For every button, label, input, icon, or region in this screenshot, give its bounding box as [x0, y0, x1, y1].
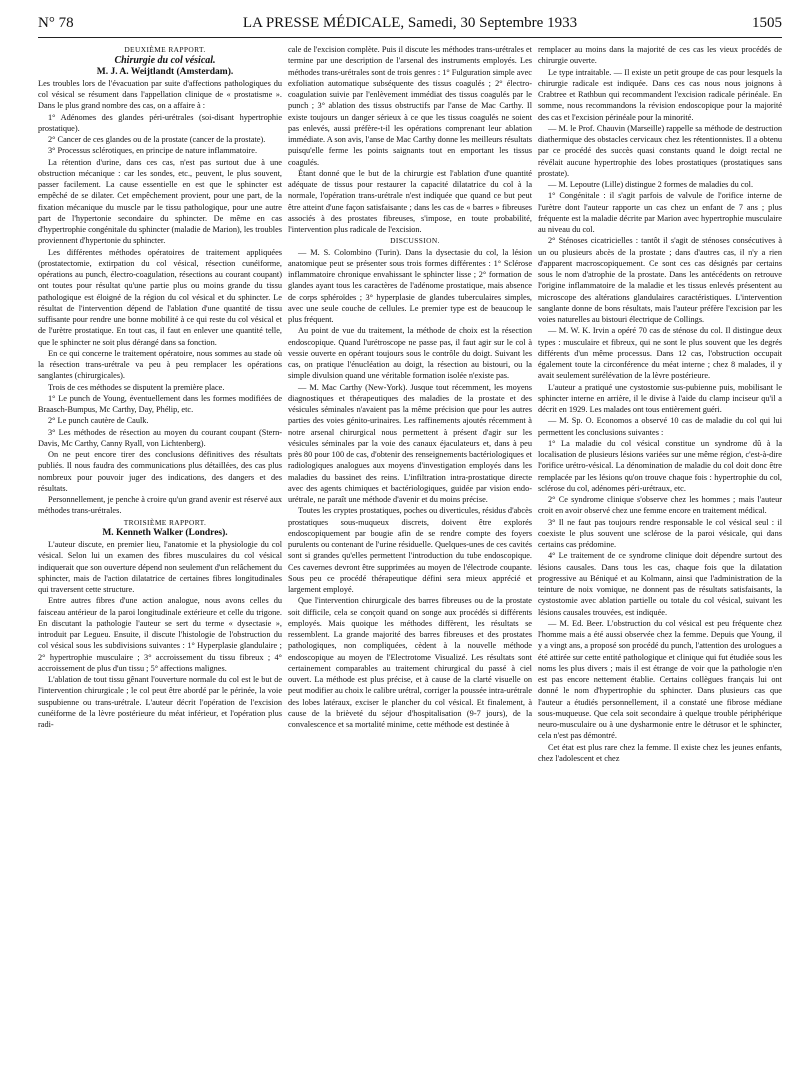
paragraph: 1° La maladie du col vésical constitue un syndrome dû à la localisation de plusieurs lésions variées sur une même région, c'est-à-dire l'orifice urétro-vésical. La dénomination de maladie du col doit donc être remplacée par les lésions qu'on trouve chaque fois : hypertrophie du col, sclérose du col, adénomes péri-urétraux, etc. [538, 438, 782, 493]
paragraph: remplacer au moins dans la majorité de ces cas les vieux procédés de chirurgie ouverte. [538, 45, 782, 66]
paragraph: Toutes les cryptes prostatiques, poches ou diverticules, résidus d'abcès prostatiques sous-muqueux discrets, doivent être explorés endoscopiquement par bougie afin de se rendre compte des foyers purulents ou contenant de l'urine résiduelle. Quelques-unes de ces cavités sont si grandes qu'elles permettent l'introduction du tube endoscopique. Ces cavernes devront être supprimées au moyen de l'électrode coupante. Sous peu ce procédé thérapeutique défini sera mieux apprécié et largement employé. [288, 506, 532, 594]
paragraph: Entre autres fibres d'une action analogue, nous avons celles du faisceau antérieur de la paroi longitudinale extérieure et celle du trigone. En discutant la pathologie l'auteur se sert du terme « dysectasie », introduit par Legueu. Ensuite, il discute l'histologie de l'obstruction du col vésical sous les subdivisions suivantes : 1° Hyperplasie glandulaire ; 2° hypertrophie musculaire ; 3° accroissement du tissu fibreux ; 4° accroissement de plus d'un tissu ; 5° affections malignes. [38, 596, 282, 673]
paragraph: 3° Les méthodes de résection au moyen du courant coupant (Stern-Davis, Mc Carthy, Canny Ryall, von Lichtenberg). [38, 427, 282, 448]
header-rule [38, 37, 782, 38]
paragraph: Au point de vue du traitement, la méthode de choix est la résection endoscopique. Quand l'urétroscope ne passe pas, il faut agir sur le col à vessie ouverte en opérant toujours sous le contrôle du doigt. Suivant les cas, on pratique l'énucléation au doigt, la résection au bistouri, ou la simple divulsion quand une véritable formation isolée n'existe pas. [288, 326, 532, 381]
author-line: M. J. A. Weijtlandt (Amsterdam). [96, 66, 234, 77]
paragraph: On ne peut encore tirer des conclusions définitives des résultats publiés. Il nous faudra des communications plus détaillées, des cas plus nombreux pour pouvoir juger des indications, des dangers et des résultats. [38, 450, 282, 493]
paragraph: — M. S. Colombino (Turin). Dans la dysectasie du col, la lésion anatomique peut se présenter sous trois formes différentes : 1° Sclérose inflammatoire chronique envahissant le sphincter lisse ; 2° formation de glandes ayant tous les caractères de l'adénome prostatique, mais absence de corps sphéroïdes ; 3° hyperplasie de glandes tuberculaires simples, avec une seule couche de cellules. Le premier type est de beaucoup le plus fréquent. [288, 247, 532, 324]
paragraph: — M. Ed. Beer. L'obstruction du col vésical est peu fréquente chez l'homme mais a été aussi observée chez la femme. Depuis que Young, il y a vingt ans, a proposé son procédé du punch, l'attention des urologues a été attirée sur cette entité pathologique et clinique qui fut étudiée sous les noms les plus divers ; mais il est étrange de voir que la pathologie n'en est pas encore nettement établie. Certains collègues français lui ont donné le nom d'hypertrophie du sphincter. Dans plusieurs cas que l'auteur a étudiés personnellement, il a constaté une fibrose médiane sous-muqueuse. Que cela soit secondaire à quelque trouble périphérique neuro-musculaire ou à une dysharmonie entre le détrusor et le sphincter, cela n'est pas démontré. [538, 618, 782, 741]
paragraph: Trois de ces méthodes se disputent la première place. [48, 382, 225, 392]
page-header [38, 15, 782, 37]
paragraph: — M. le Prof. Chauvin (Marseille) rappelle sa méthode de destruction diathermique des obstacles cervicaux chez les rétentionnistes. Il a obtenu par ce procédé des succès quasi constants quand le doigt rectal ne révélait aucune hypertrophie des lobes prostatiques (prostatiques sans prostate). [538, 123, 782, 178]
paragraph: 1° Adénomes des glandes péri-urétrales (soi-disant hypertrophie prostatique). [38, 112, 282, 133]
paragraph: Les troubles lors de l'évacuation par suite d'affections pathologiques du col vésical se résument dans l'appellation clinique de « prostatisme ». Dans le plus grand nombre des cas, on a affaire à : [38, 78, 282, 111]
paragraph: Que l'intervention chirurgicale des barres fibreuses ou de la prostate soit difficile, cela se conçoit quand on songe aux procédés si différents employés. Mais quoique les méthodes diffèrent, les résultats se ressemblent. La grande majorité des barres fibreuses et des prostates pathologiques, non compliquées, cèdent à la nouvelle méthode endoscopique au moyen de l'Electrotome Visualizé. Les résultats sont certainement comparables au traitement chirurgical du passé à ciel ouvert. La méthode est plus précise, et à cause de la clarté visuelle on peut modifier au choix le calibre urétral, corriger la poussée intra-urétrale des lobes latéraux, exciser le plancher du col vésical. Et finalement, à cause de la brièveté du séjour d'hospitalisation (9-7 jours), de la convalescence et sa mortalité minime, cette méthode est destinée à [288, 596, 532, 729]
section-heading: DISCUSSION. [390, 236, 440, 246]
paragraph: Étant donné que le but de la chirurgie est l'ablation d'une quantité adéquate de tissus pour restaurer la capacité dilatatrice du col à la normale, l'opération trans-urétrale n'est indiquée que quand ce but peut être atteint d'une façon satisfaisante ; dans les cas de « barres » fibreuses associés à des prostates fibreuses, s'impose, en toute probabilité, l'intervention plus radicale de l'excision. [288, 168, 532, 234]
paragraph: 2° Sténoses cicatricielles : tantôt il s'agit de sténoses consécutives à un ou plusieurs abcès de la prostate ; dans d'autres cas, il n'y a rien d'apparent macroscopiquement. Ce sont ces cas désignés par certains sous le nom d'atrophie de la prostate. Dans les antécédents on retrouve l'origine inflammatoire de la maladie et les tissus enlevés présentent au microscope des altérations glandulaires caractéristiques. L'intervention sanglante donne de bons résultats, mais l'auteur préfère l'excision par les voies naturelles au bistouri électrique de Collings. [538, 236, 782, 324]
section-subtitle: Chirurgie du col vésical. [114, 55, 216, 67]
paragraph: — M. W. K. Irvin a opéré 70 cas de sténose du col. Il distingue deux types : musculaire et fibreux, qui ne sont le plus souvent que les degrés différents d'un même processus. Dans 12 cas, l'obstruction occupait également toute la circonférence du méat interne ; chez 8 malades, il y avait seulement surélévation de la lèvre postérieure. [538, 326, 782, 381]
paragraph: — M. Lepoutre (Lille) distingue 2 formes de maladies du col. [548, 180, 754, 189]
section-heading: DEUXIÈME RAPPORT. [124, 45, 206, 54]
paragraph: Le type intraitable. — Il existe un petit groupe de cas pour lesquels la chirurgie radicale est indiquée. Dans ces cas nous nous joignons à Crabtree et Rathbun qui recommandent l'excision radicale périnéale. En somme, nous recommandons la révision endoscopique pour la majorité des cas et l'excision périnéale pour la minorité. [538, 67, 782, 122]
paragraph: L'auteur discute, en premier lieu, l'anatomie et la physiologie du col vésical. Selon lui un examen des fibres musculaires du col vésical indiquerait que son ouverture dépend non seulement d'un relâchement du sphincter, mais de l'action dilatatrice de certaines fibres longitudinales qui traversent cette structure. [38, 540, 282, 594]
paragraph: Les différentes méthodes opératoires de traitement appliquées (prostatectomie, extirpation du col vésical, résection cunéiforme, opérations au punch, électro-coagulation, résections au courant coupant) ont toutes pour résultat qu'une partie plus ou moins grande du tissu pathologique est éloigné de la région du col vésical et du sphincter. Le résultat de l'intervention dépend de l'ablation d'une quantité de tissu suffisante pour rendre une bonne mobilité à ce qui reste du col vésical et de l'urètre prostatique. En tout cas, il faut en enlever une quantité telle, que le sphincter ne soit plus dérangé dans sa fonction. [38, 247, 282, 347]
paragraph: — M. Mac Carthy (New-York). Jusque tout récemment, les moyens diagnostiques et thérapeutiques des maladies de la prostate et des vésicules séminales n'avaient pas la même précision que pour les autres parties des voies génito-urinaires. Les raffinements ajoutés récemment à notre arsenal chirurgical nous permettent à présent d'agir sur les vésicules séminales par la voie des canaux éjaculateurs et, dans à peu près 80 pour 100 de cas, d'obtenir des renseignements bactériologiques et radiologiques analogues aux moyens d'investigation employés dans les maladies du bassinet des reins. L'infiltration intra-prostatique directe avec des agents chimiques et bactériologiques, guidée par vision endo-urétrale, ne paraît une méthode d'avenir et du moins précise. [288, 382, 532, 504]
section-heading: TROISIÈME RAPPORT. [123, 517, 207, 527]
paragraph: 1° Le punch de Young, éventuellement dans les formes modifiées de Braasch-Bumpus, Mc Carthy, Day, Phélip, etc. [38, 393, 282, 414]
paragraph: L'ablation de tout tissu gênant l'ouverture normale du col est le but de l'intervention chirurgicale ; le col peut être abordé par le périnée, la voie suspubienne ou trans-urétrale. L'auteur décrit l'opération de l'excision cunéiforme de la lèvre postérieure du méat inférieur, et l'opération plus radi- [38, 675, 282, 729]
paragraph: 1° Congénitale : il s'agit parfois de valvule de l'orifice interne de l'urètre dont l'auteur rapporte un cas chez un enfant de 7 ans ; plus fréquente est la maladie décrite par Marion avec hypertrophie musculaire au niveau du col. [538, 191, 782, 234]
paragraph: 3° Processus sclérotiques, en principe de nature inflammatoire. [48, 146, 258, 156]
paragraph: 4° Le traitement de ce syndrome clinique doit dépendre surtout des lésions causales. Dans tous les cas, chaque fois que la dilatation progressive au Béniqué et au Kolmann, ainsi que l'administration de la teinture de noix vomique, ne donnent pas de résultats satisfaisants, la cystostomie avec ablation partielle ou totale du col vésical, suivant les lésions causales trouvées, est indiquée. [538, 551, 782, 617]
paragraph: 3° Il ne faut pas toujours rendre responsable le col vésical seul : il coexiste le plus souvent une sclérose de la paroi vésicale, qui dans certains cas prédomine. [538, 517, 782, 549]
paragraph: cale de l'excision complète. Puis il discute les méthodes trans-urétrales et termine par une description de l'arsenal des instruments employés. Les méthodes trans-urétrales sont de trois genres : 1° Fulguration simple avec exfoliation automatique subséquente des tissus coagulés ; 2° électro-coagulation suivie par l'enlèvement immédiat des tissus coagulés par le punch ; 3° ablation des tissus obstructifs par l'anse de Mac Carthy. Il existe toujours un danger sérieux à ce que les tissus coagulés ne soient pas enlevés, aussi préfère-t-il les opérations comprenant leur ablation immédiate. A son avis, l'anse de Mac Carthy donne les meilleurs résultats puisqu'elle ferme les points saignants tout en emportant les tissus coagulés. [288, 45, 532, 167]
paragraph: Personnellement, je penche à croire qu'un grand avenir est réservé aux méthodes trans-urétrales. [38, 495, 282, 516]
issue-number: N° 78 [38, 15, 74, 31]
paragraph: 2° Le punch cautère de Caulk. [48, 416, 149, 426]
paragraph: — M. Sp. O. Economos a observé 10 cas de maladie du col qui lui permettent les conclusions suivantes : [538, 416, 782, 437]
paragraph: Cet état est plus rare chez la femme. Il existe chez les jeunes enfants, chez l'adolescent et chez [538, 742, 782, 763]
column-1 [38, 44, 282, 1076]
paragraph: 2° Ce syndrome clinique s'observe chez les hommes ; mais l'auteur croit en avoir observé chez une femme encore en traitement médical. [538, 495, 782, 516]
column-3 [538, 44, 782, 1076]
author-line: M. Kenneth Walker (Londres). [102, 527, 228, 538]
column-2 [288, 44, 532, 1076]
page-number: 1505 [752, 15, 782, 31]
paragraph: La rétention d'urine, dans ces cas, n'est pas surtout due à une obstruction mécanique : car les sondes, etc., peuvent, le plus souvent, passer facilement. La cause essentielle en est que le sphincter est empêché de se dilater. Cet empêchement provient, pour une part, de la fixation mécanique du muscle par le tissu pathologique, pour une autre part de l'hypertonie secondaire du sphincter. De même en cas d'hypertrophie congénitale du sphincter (maladie de Marion), les troubles proviennent d'hypertonie du sphincter. [38, 157, 282, 246]
paragraph: 2° Cancer de ces glandes ou de la prostate (cancer de la prostate). [48, 135, 266, 144]
paragraph: L'auteur a pratiqué une cystostomie sus-pubienne puis, mobilisant le sphincter interne en arrière, il le divise à l'aide du clamp inciseur qu'il a décrit en 1929. Les malades ont tous entièrement guéri. [538, 382, 782, 414]
paragraph: En ce qui concerne le traitement opératoire, nous sommes au stade où la résection trans-urétrale va peu à peu remplacer les opérations sanglantes (chirurgicales). [38, 348, 282, 381]
journal-title: LA PRESSE MÉDICALE, Samedi, 30 Septembre 1933 [242, 15, 578, 31]
